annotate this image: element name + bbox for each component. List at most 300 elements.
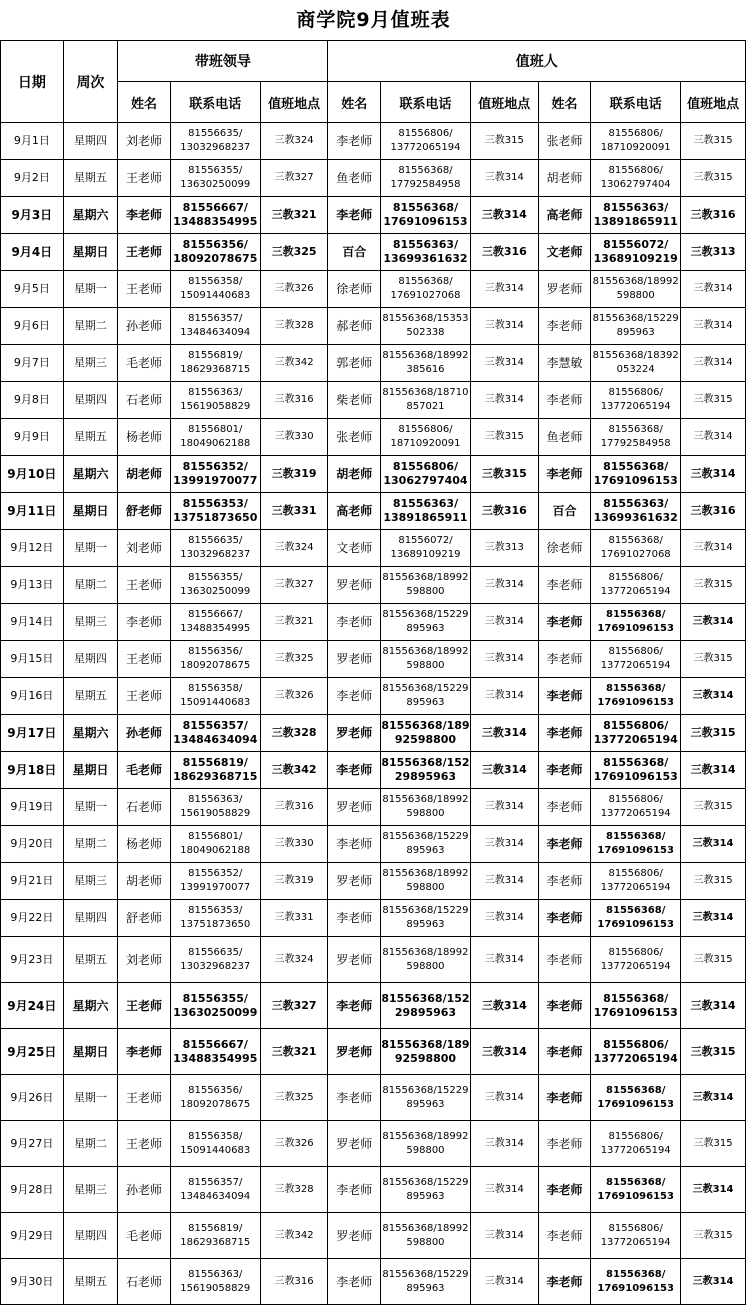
staff-a-phone-cell: 81556368/15229 895963: [381, 1075, 471, 1121]
leader-name-cell: 王老师: [118, 160, 171, 197]
leader-name-cell: 毛老师: [118, 345, 171, 382]
header-weekday: 周次: [63, 41, 118, 123]
leader-place-cell: 三教321: [260, 1029, 328, 1075]
table-row: [1, 789, 746, 826]
staff-b-phone-cell: 81556806/ 13062797404: [591, 160, 681, 197]
staff-b-name-cell: 高老师: [538, 197, 591, 234]
staff-b-name-cell: 胡老师: [538, 160, 591, 197]
leader-name-cell: 石老师: [118, 789, 171, 826]
staff-a-place-cell: 三教314: [470, 1029, 538, 1075]
staff-b-place-cell: 三教314: [681, 345, 746, 382]
staff-a-place-cell: 三教314: [470, 197, 538, 234]
staff-a-name-cell: 罗老师: [328, 1213, 381, 1259]
staff-a-place-cell: 三教314: [470, 1213, 538, 1259]
staff-a-place-cell: 三教314: [470, 937, 538, 983]
header-staff-b-phone: 联系电话: [591, 82, 681, 123]
staff-a-place-cell: 三教314: [470, 308, 538, 345]
staff-a-phone-cell: 81556368/189 92598800: [381, 715, 471, 752]
staff-b-phone-cell: 81556368/15229 895963: [591, 308, 681, 345]
table-row: [1, 123, 746, 160]
staff-a-place-cell: 三教314: [470, 641, 538, 678]
staff-a-place-cell: 三教314: [470, 1075, 538, 1121]
staff-a-name-cell: 文老师: [328, 530, 381, 567]
table-row: [1, 456, 746, 493]
staff-a-place-cell: 三教314: [470, 752, 538, 789]
staff-a-phone-cell: 81556363/ 13891865911: [381, 493, 471, 530]
table-row: [1, 345, 746, 382]
leader-name-cell: 杨老师: [118, 419, 171, 456]
staff-a-place-cell: 三教314: [470, 863, 538, 900]
weekday-cell: 星期三: [63, 345, 118, 382]
weekday-cell: 星期二: [63, 308, 118, 345]
weekday-cell: 星期四: [63, 123, 118, 160]
staff-b-name-cell: 李慧敏: [538, 345, 591, 382]
table-row: [1, 1029, 746, 1075]
header-staff-a-place: 值班地点: [470, 82, 538, 123]
leader-place-cell: 三教325: [260, 234, 328, 271]
staff-b-place-cell: 三教313: [681, 234, 746, 271]
leader-phone-cell: 81556353/ 13751873650: [170, 493, 260, 530]
staff-a-name-cell: 李老师: [328, 826, 381, 863]
staff-a-name-cell: 李老师: [328, 1167, 381, 1213]
staff-b-phone-cell: 81556806/ 13772065194: [591, 789, 681, 826]
header-staff-a-name: 姓名: [328, 82, 381, 123]
leader-place-cell: 三教342: [260, 752, 328, 789]
staff-a-phone-cell: 81556368/18992 598800: [381, 1121, 471, 1167]
staff-a-name-cell: 李老师: [328, 604, 381, 641]
leader-name-cell: 杨老师: [118, 826, 171, 863]
leader-place-cell: 三教342: [260, 1213, 328, 1259]
leader-place-cell: 三教325: [260, 641, 328, 678]
staff-b-name-cell: 李老师: [538, 308, 591, 345]
staff-a-place-cell: 三教314: [470, 604, 538, 641]
leader-name-cell: 王老师: [118, 271, 171, 308]
staff-b-name-cell: 李老师: [538, 1075, 591, 1121]
staff-b-phone-cell: 81556368/ 17691096153: [591, 1075, 681, 1121]
weekday-cell: 星期日: [63, 752, 118, 789]
date-cell: 9月16日: [1, 678, 64, 715]
staff-b-phone-cell: 81556368/ 17691096153: [591, 826, 681, 863]
leader-place-cell: 三教331: [260, 900, 328, 937]
table-row: [1, 826, 746, 863]
staff-a-name-cell: 张老师: [328, 419, 381, 456]
weekday-cell: 星期五: [63, 1259, 118, 1305]
staff-a-place-cell: 三教314: [470, 983, 538, 1029]
table-row: [1, 715, 746, 752]
leader-phone-cell: 81556667/ 13488354995: [170, 197, 260, 234]
staff-b-name-cell: 李老师: [538, 456, 591, 493]
weekday-cell: 星期四: [63, 900, 118, 937]
table-row: [1, 419, 746, 456]
date-cell: 9月5日: [1, 271, 64, 308]
leader-name-cell: 孙老师: [118, 308, 171, 345]
leader-name-cell: 石老师: [118, 1259, 171, 1305]
staff-b-place-cell: 三教314: [681, 308, 746, 345]
leader-name-cell: 毛老师: [118, 752, 171, 789]
table-row: [1, 234, 746, 271]
staff-a-phone-cell: 81556368/ 17691027068: [381, 271, 471, 308]
leader-place-cell: 三教316: [260, 1259, 328, 1305]
leader-phone-cell: 81556357/ 13484634094: [170, 715, 260, 752]
duty-rows: [1, 123, 746, 1305]
leader-place-cell: 三教328: [260, 715, 328, 752]
staff-a-name-cell: 李老师: [328, 752, 381, 789]
leader-place-cell: 三教330: [260, 419, 328, 456]
leader-place-cell: 三教331: [260, 493, 328, 530]
weekday-cell: 星期一: [63, 789, 118, 826]
staff-a-name-cell: 李老师: [328, 1075, 381, 1121]
table-row: [1, 752, 746, 789]
staff-b-place-cell: 三教315: [681, 789, 746, 826]
date-cell: 9月27日: [1, 1121, 64, 1167]
staff-a-name-cell: 李老师: [328, 197, 381, 234]
staff-b-phone-cell: 81556368/18392 053224: [591, 345, 681, 382]
table-row: [1, 197, 746, 234]
leader-place-cell: 三教325: [260, 1075, 328, 1121]
leader-name-cell: 李老师: [118, 1029, 171, 1075]
leader-place-cell: 三教327: [260, 567, 328, 604]
date-cell: 9月12日: [1, 530, 64, 567]
staff-b-place-cell: 三教315: [681, 1213, 746, 1259]
leader-place-cell: 三教324: [260, 123, 328, 160]
leader-phone-cell: 81556356/ 18092078675: [170, 1075, 260, 1121]
weekday-cell: 星期四: [63, 382, 118, 419]
staff-b-place-cell: 三教314: [681, 419, 746, 456]
staff-a-name-cell: 罗老师: [328, 789, 381, 826]
date-cell: 9月18日: [1, 752, 64, 789]
staff-b-phone-cell: 81556806/ 13772065194: [591, 382, 681, 419]
staff-a-name-cell: 徐老师: [328, 271, 381, 308]
staff-a-name-cell: 柴老师: [328, 382, 381, 419]
staff-a-place-cell: 三教314: [470, 678, 538, 715]
header-leader-place: 值班地点: [260, 82, 328, 123]
weekday-cell: 星期五: [63, 678, 118, 715]
leader-name-cell: 王老师: [118, 567, 171, 604]
leader-place-cell: 三教326: [260, 678, 328, 715]
staff-b-name-cell: 李老师: [538, 826, 591, 863]
leader-name-cell: 胡老师: [118, 456, 171, 493]
staff-a-name-cell: 李老师: [328, 678, 381, 715]
staff-a-phone-cell: 81556368/18992 598800: [381, 641, 471, 678]
staff-b-name-cell: 李老师: [538, 937, 591, 983]
staff-a-phone-cell: 81556806/ 18710920091: [381, 419, 471, 456]
leader-name-cell: 李老师: [118, 604, 171, 641]
staff-a-name-cell: 李老师: [328, 900, 381, 937]
leader-name-cell: 刘老师: [118, 937, 171, 983]
date-cell: 9月3日: [1, 197, 64, 234]
staff-b-name-cell: 李老师: [538, 752, 591, 789]
staff-a-phone-cell: 81556368/152 29895963: [381, 752, 471, 789]
leader-phone-cell: 81556801/ 18049062188: [170, 419, 260, 456]
staff-a-name-cell: 胡老师: [328, 456, 381, 493]
leader-phone-cell: 81556355/ 13630250099: [170, 567, 260, 604]
table-row: [1, 900, 746, 937]
leader-phone-cell: 81556357/ 13484634094: [170, 308, 260, 345]
date-cell: 9月11日: [1, 493, 64, 530]
table-row: [1, 1259, 746, 1305]
staff-b-phone-cell: 81556806/ 13772065194: [591, 567, 681, 604]
staff-b-name-cell: 百合: [538, 493, 591, 530]
leader-phone-cell: 81556357/ 13484634094: [170, 1167, 260, 1213]
date-cell: 9月24日: [1, 983, 64, 1029]
staff-b-phone-cell: 81556806/ 13772065194: [591, 1213, 681, 1259]
staff-a-phone-cell: 81556363/ 13699361632: [381, 234, 471, 271]
staff-a-phone-cell: 81556368/ 17792584958: [381, 160, 471, 197]
leader-name-cell: 舒老师: [118, 493, 171, 530]
staff-a-phone-cell: 81556368/ 17691096153: [381, 197, 471, 234]
staff-a-name-cell: 罗老师: [328, 1121, 381, 1167]
header-staff-group: 值班人: [328, 41, 746, 82]
leader-phone-cell: 81556635/ 13032968237: [170, 530, 260, 567]
weekday-cell: 星期六: [63, 456, 118, 493]
staff-a-place-cell: 三教314: [470, 271, 538, 308]
staff-a-phone-cell: 81556368/18992 385616: [381, 345, 471, 382]
date-cell: 9月29日: [1, 1213, 64, 1259]
header-leader-group: 带班领导: [118, 41, 328, 82]
date-cell: 9月6日: [1, 308, 64, 345]
weekday-cell: 星期六: [63, 983, 118, 1029]
staff-a-place-cell: 三教314: [470, 1259, 538, 1305]
leader-place-cell: 三教326: [260, 1121, 328, 1167]
staff-b-place-cell: 三教315: [681, 1029, 746, 1075]
leader-place-cell: 三教316: [260, 382, 328, 419]
table-row: [1, 641, 746, 678]
table-row: [1, 1075, 746, 1121]
staff-a-name-cell: 郝老师: [328, 308, 381, 345]
staff-b-phone-cell: 81556368/ 17691096153: [591, 456, 681, 493]
leader-name-cell: 王老师: [118, 983, 171, 1029]
date-cell: 9月21日: [1, 863, 64, 900]
staff-a-name-cell: 郭老师: [328, 345, 381, 382]
weekday-cell: 星期四: [63, 641, 118, 678]
leader-name-cell: 胡老师: [118, 863, 171, 900]
staff-b-phone-cell: 81556368/ 17691027068: [591, 530, 681, 567]
date-cell: 9月20日: [1, 826, 64, 863]
header-date: 日期: [1, 41, 64, 123]
staff-b-name-cell: 李老师: [538, 983, 591, 1029]
staff-b-name-cell: 李老师: [538, 900, 591, 937]
leader-phone-cell: 81556352/ 13991970077: [170, 863, 260, 900]
table-row: [1, 567, 746, 604]
leader-phone-cell: 81556352/ 13991970077: [170, 456, 260, 493]
staff-a-phone-cell: 81556368/15229 895963: [381, 1167, 471, 1213]
date-cell: 9月4日: [1, 234, 64, 271]
leader-place-cell: 三教319: [260, 456, 328, 493]
weekday-cell: 星期二: [63, 567, 118, 604]
staff-b-place-cell: 三教314: [681, 826, 746, 863]
weekday-cell: 星期三: [63, 863, 118, 900]
staff-a-place-cell: 三教314: [470, 900, 538, 937]
leader-place-cell: 三教319: [260, 863, 328, 900]
table-row: [1, 604, 746, 641]
weekday-cell: 星期六: [63, 197, 118, 234]
leader-name-cell: 王老师: [118, 641, 171, 678]
leader-phone-cell: 81556801/ 18049062188: [170, 826, 260, 863]
date-cell: 9月30日: [1, 1259, 64, 1305]
staff-b-phone-cell: 81556368/18992 598800: [591, 271, 681, 308]
table-row: [1, 530, 746, 567]
leader-phone-cell: 81556635/ 13032968237: [170, 937, 260, 983]
staff-a-place-cell: 三教314: [470, 1121, 538, 1167]
date-cell: 9月22日: [1, 900, 64, 937]
staff-a-place-cell: 三教314: [470, 382, 538, 419]
staff-b-place-cell: 三教314: [681, 900, 746, 937]
staff-a-place-cell: 三教314: [470, 567, 538, 604]
table-row: [1, 937, 746, 983]
staff-a-name-cell: 罗老师: [328, 641, 381, 678]
staff-a-phone-cell: 81556368/15229 895963: [381, 1259, 471, 1305]
leader-place-cell: 三教327: [260, 160, 328, 197]
table-row: [1, 1121, 746, 1167]
staff-b-place-cell: 三教315: [681, 937, 746, 983]
weekday-cell: 星期二: [63, 1121, 118, 1167]
staff-b-name-cell: 李老师: [538, 567, 591, 604]
date-cell: 9月26日: [1, 1075, 64, 1121]
staff-a-phone-cell: 81556368/18992 598800: [381, 567, 471, 604]
staff-a-name-cell: 百合: [328, 234, 381, 271]
staff-a-place-cell: 三教316: [470, 234, 538, 271]
staff-b-phone-cell: 81556368/ 17691096153: [591, 604, 681, 641]
staff-a-place-cell: 三教314: [470, 826, 538, 863]
weekday-cell: 星期五: [63, 419, 118, 456]
weekday-cell: 星期三: [63, 1167, 118, 1213]
leader-place-cell: 三教324: [260, 530, 328, 567]
staff-a-phone-cell: 81556368/152 29895963: [381, 983, 471, 1029]
staff-a-phone-cell: 81556368/18710 857021: [381, 382, 471, 419]
staff-b-name-cell: 李老师: [538, 863, 591, 900]
staff-b-phone-cell: 81556806/ 13772065194: [591, 641, 681, 678]
table-row: [1, 1167, 746, 1213]
staff-a-place-cell: 三教314: [470, 789, 538, 826]
leader-phone-cell: 81556355/ 13630250099: [170, 160, 260, 197]
leader-phone-cell: 81556819/ 18629368715: [170, 1213, 260, 1259]
leader-name-cell: 孙老师: [118, 715, 171, 752]
staff-b-phone-cell: 81556363/ 13699361632: [591, 493, 681, 530]
staff-b-place-cell: 三教314: [681, 1167, 746, 1213]
staff-b-phone-cell: 81556806/ 13772065194: [591, 1121, 681, 1167]
staff-b-place-cell: 三教315: [681, 641, 746, 678]
staff-b-name-cell: 李老师: [538, 789, 591, 826]
staff-b-name-cell: 李老师: [538, 604, 591, 641]
staff-a-phone-cell: 81556368/15353 502338: [381, 308, 471, 345]
leader-phone-cell: 81556358/ 15091440683: [170, 1121, 260, 1167]
staff-a-phone-cell: 81556368/18992 598800: [381, 937, 471, 983]
date-cell: 9月2日: [1, 160, 64, 197]
staff-a-name-cell: 李老师: [328, 983, 381, 1029]
leader-name-cell: 李老师: [118, 197, 171, 234]
staff-a-place-cell: 三教315: [470, 456, 538, 493]
date-cell: 9月25日: [1, 1029, 64, 1075]
staff-b-place-cell: 三教316: [681, 197, 746, 234]
staff-b-name-cell: 李老师: [538, 1167, 591, 1213]
staff-b-phone-cell: 81556368/ 17691096153: [591, 752, 681, 789]
staff-a-place-cell: 三教314: [470, 160, 538, 197]
staff-b-name-cell: 鱼老师: [538, 419, 591, 456]
table-row: [1, 271, 746, 308]
staff-b-place-cell: 三教314: [681, 678, 746, 715]
header-staff-b-name: 姓名: [538, 82, 591, 123]
staff-a-name-cell: 罗老师: [328, 1029, 381, 1075]
staff-a-place-cell: 三教315: [470, 419, 538, 456]
staff-b-place-cell: 三教314: [681, 752, 746, 789]
weekday-cell: 星期日: [63, 234, 118, 271]
date-cell: 9月7日: [1, 345, 64, 382]
leader-name-cell: 王老师: [118, 1121, 171, 1167]
leader-place-cell: 三教324: [260, 937, 328, 983]
staff-b-phone-cell: 81556072/ 13689109219: [591, 234, 681, 271]
leader-phone-cell: 81556356/ 18092078675: [170, 641, 260, 678]
staff-b-name-cell: 徐老师: [538, 530, 591, 567]
staff-a-phone-cell: 81556806/ 13772065194: [381, 123, 471, 160]
staff-a-name-cell: 罗老师: [328, 937, 381, 983]
weekday-cell: 星期日: [63, 493, 118, 530]
leader-phone-cell: 81556358/ 15091440683: [170, 271, 260, 308]
weekday-cell: 星期一: [63, 530, 118, 567]
staff-b-name-cell: 文老师: [538, 234, 591, 271]
header-leader-name: 姓名: [118, 82, 171, 123]
date-cell: 9月10日: [1, 456, 64, 493]
staff-b-name-cell: 李老师: [538, 715, 591, 752]
leader-place-cell: 三教330: [260, 826, 328, 863]
date-cell: 9月23日: [1, 937, 64, 983]
staff-b-name-cell: 李老师: [538, 1259, 591, 1305]
table-row: [1, 678, 746, 715]
staff-a-name-cell: 高老师: [328, 493, 381, 530]
leader-phone-cell: 81556358/ 15091440683: [170, 678, 260, 715]
staff-b-place-cell: 三教315: [681, 863, 746, 900]
table-row: [1, 1213, 746, 1259]
weekday-cell: 星期三: [63, 604, 118, 641]
staff-b-name-cell: 李老师: [538, 641, 591, 678]
leader-place-cell: 三教326: [260, 271, 328, 308]
staff-a-phone-cell: 81556368/15229 895963: [381, 678, 471, 715]
staff-b-phone-cell: 81556806/ 18710920091: [591, 123, 681, 160]
staff-b-name-cell: 罗老师: [538, 271, 591, 308]
staff-b-place-cell: 三教314: [681, 983, 746, 1029]
weekday-cell: 星期五: [63, 160, 118, 197]
staff-b-phone-cell: 81556806/ 13772065194: [591, 863, 681, 900]
staff-a-name-cell: 鱼老师: [328, 160, 381, 197]
staff-b-phone-cell: 81556368/ 17691096153: [591, 1167, 681, 1213]
staff-b-name-cell: 张老师: [538, 123, 591, 160]
date-cell: 9月15日: [1, 641, 64, 678]
weekday-cell: 星期六: [63, 715, 118, 752]
staff-a-phone-cell: 81556368/18992 598800: [381, 863, 471, 900]
date-cell: 9月8日: [1, 382, 64, 419]
page-title: 商学院9月值班表: [296, 9, 451, 31]
leader-phone-cell: 81556355/ 13630250099: [170, 983, 260, 1029]
leader-name-cell: 孙老师: [118, 1167, 171, 1213]
leader-phone-cell: 81556819/ 18629368715: [170, 345, 260, 382]
staff-b-phone-cell: 81556363/ 13891865911: [591, 197, 681, 234]
staff-a-phone-cell: 81556072/ 13689109219: [381, 530, 471, 567]
staff-a-place-cell: 三教314: [470, 1167, 538, 1213]
leader-name-cell: 王老师: [118, 234, 171, 271]
leader-name-cell: 刘老师: [118, 530, 171, 567]
date-cell: 9月13日: [1, 567, 64, 604]
weekday-cell: 星期一: [63, 1075, 118, 1121]
staff-b-place-cell: 三教315: [681, 382, 746, 419]
staff-a-place-cell: 三教316: [470, 493, 538, 530]
staff-b-place-cell: 三教314: [681, 456, 746, 493]
staff-b-place-cell: 三教314: [681, 1259, 746, 1305]
leader-name-cell: 毛老师: [118, 1213, 171, 1259]
leader-place-cell: 三教328: [260, 1167, 328, 1213]
staff-a-phone-cell: 81556368/189 92598800: [381, 1029, 471, 1075]
weekday-cell: 星期二: [63, 826, 118, 863]
staff-a-name-cell: 李老师: [328, 123, 381, 160]
date-cell: 9月17日: [1, 715, 64, 752]
